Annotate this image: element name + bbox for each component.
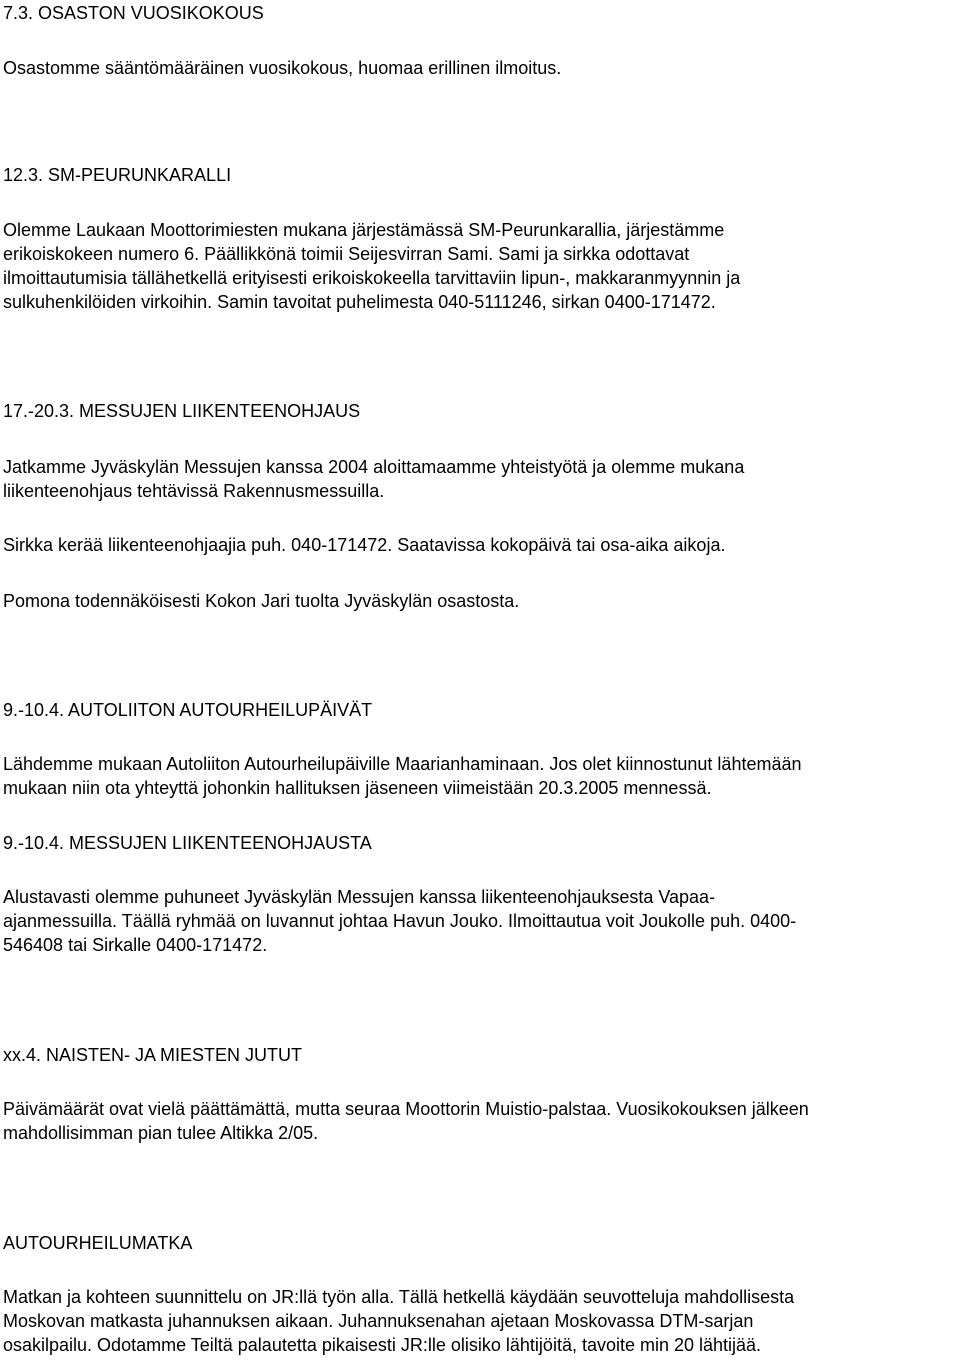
paragraph-line: 546408 tai Sirkalle 0400-171472.: [3, 935, 268, 955]
section-heading: 9.-10.4. MESSUJEN LIIKENTEENOHJAUSTA: [3, 833, 372, 853]
section-heading: xx.4. NAISTEN- JA MIESTEN JUTUT: [3, 1045, 303, 1065]
section-heading: 9.-10.4. AUTOLIITON AUTOURHEILUPÄIVÄT: [3, 700, 373, 720]
section-heading: 12.3. SM-PEURUNKARALLI: [3, 165, 232, 185]
paragraph-line: Alustavasti olemme puhuneet Jyväskylän Messujen kanssa liikenteenohjauksesta Vapaa-: [3, 887, 716, 907]
paragraph-line: ilmoittautumisia tällähetkellä erityisesti erikoiskokeella tarvittaviin lipun-, makkaranmyynnin ja: [3, 268, 741, 288]
paragraph-line: liikenteenohjaus tehtävissä Rakennusmessuilla.: [3, 481, 385, 501]
paragraph-line: erikoiskokeen numero 6. Päällikkönä toimii Seijesvirran Sami. Sami ja sirkka odottavat: [3, 244, 690, 264]
paragraph-line: Pomona todennäköisesti Kokon Jari tuolta Jyväskylän osastosta.: [3, 591, 520, 611]
paragraph-line: Lähdemme mukaan Autoliiton Autourheilupäiville Maarianhaminaan. Jos olet kiinnostunut lähtemään: [3, 754, 802, 774]
paragraph-line: Jatkamme Jyväskylän Messujen kanssa 2004 aloittamaamme yhteistyötä ja olemme mukana: [3, 457, 745, 477]
paragraph-line: Moskovan matkasta juhannuksen aikaan. Juhannuksenahan ajetaan Moskovassa DTM-sarjan: [3, 1311, 754, 1331]
section-heading: 7.3. OSASTON VUOSIKOKOUS: [3, 3, 264, 23]
paragraph-line: mukaan niin ota yhteyttä johonkin hallituksen jäseneen viimeistään 20.3.2005 mennessä.: [3, 778, 712, 798]
paragraph-line: Osastomme sääntömääräinen vuosikokous, huomaa erillinen ilmoitus.: [3, 58, 562, 78]
paragraph-line: Päivämäärät ovat vielä päättämättä, mutta seuraa Moottorin Muistio-palstaa. Vuosikokouksen jälkeen: [3, 1099, 809, 1119]
paragraph-line: sulkuhenkilöiden virkoihin. Samin tavoitat puhelimesta 040-5111246, sirkan 0400-171472.: [3, 292, 716, 312]
section-heading: AUTOURHEILUMATKA: [3, 1233, 193, 1253]
section-heading: 17.-20.3. MESSUJEN LIIKENTEENOHJAUS: [3, 401, 361, 421]
paragraph-line: mahdollisimman pian tulee Altikka 2/05.: [3, 1123, 319, 1143]
paragraph-line: ajanmessuilla. Täällä ryhmää on luvannut johtaa Havun Jouko. Ilmoittautua voit Joukolle puh. 0400-: [3, 911, 797, 931]
paragraph-line: Sirkka kerää liikenteenohjaajia puh. 040-171472. Saatavissa kokopäivä tai osa-aika aikoja.: [3, 535, 726, 555]
paragraph-line: Matkan ja kohteen suunnittelu on JR:llä työn alla. Tällä hetkellä käydään seuvotteluja mahdollisesta: [3, 1287, 795, 1307]
paragraph-line: Olemme Laukaan Moottorimiesten mukana järjestämässä SM-Peurunkarallia, järjestämme: [3, 220, 725, 240]
paragraph-line: osakilpailu. Odotamme Teiltä palautetta pikaisesti JR:lle olisiko lähtijöitä, tavoite min 20 lähtijää.: [3, 1335, 762, 1355]
